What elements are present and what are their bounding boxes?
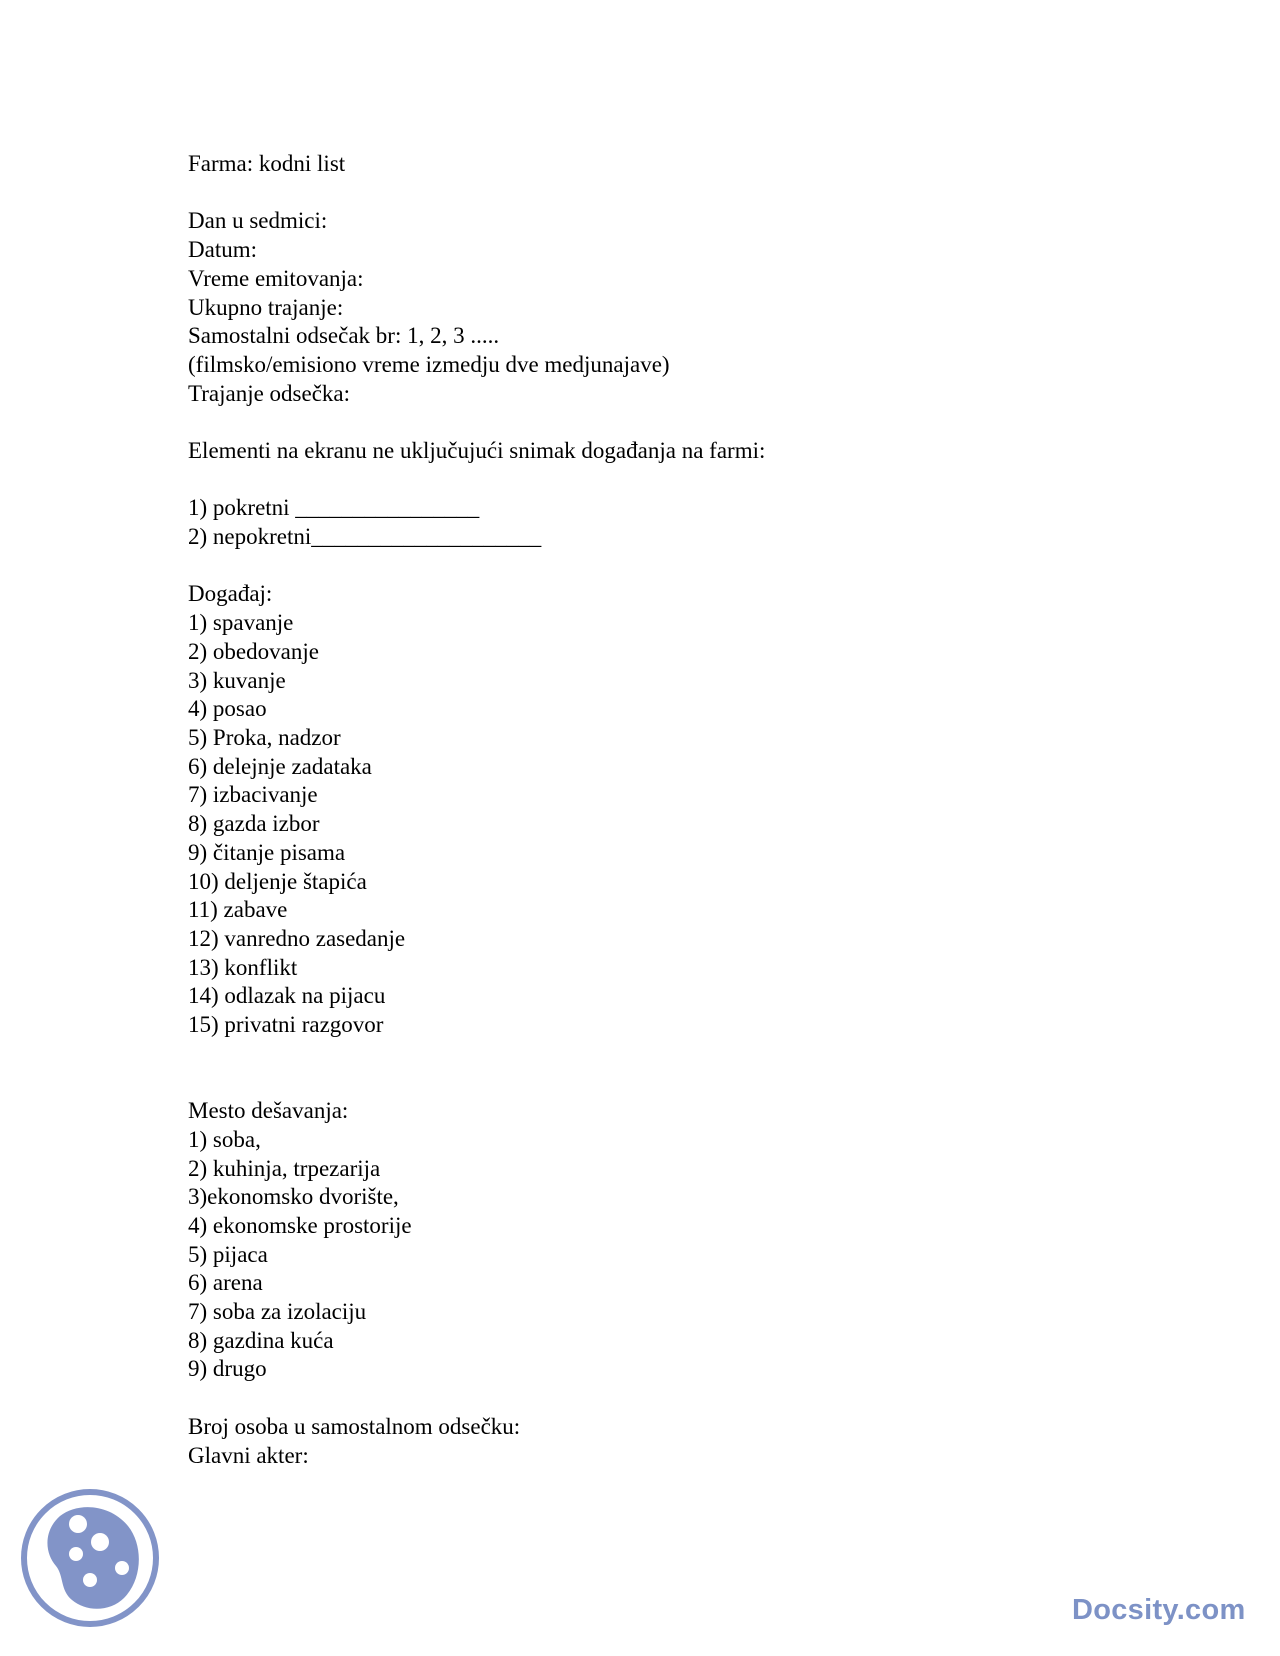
fields-block — [188, 207, 1188, 408]
field-person-count: Broj osoba u samostalnom odsečku: — [188, 1413, 521, 1439]
list-item: 1) pokretni ________________ — [188, 495, 480, 521]
list-item: 6) arena — [188, 1270, 263, 1296]
list-item: 8) gazdina kuća — [188, 1327, 334, 1353]
list-item: 4) posao — [188, 696, 267, 722]
field-day: Dan u sedmici: — [188, 208, 328, 234]
field-total-duration: Ukupno trajanje: — [188, 294, 344, 320]
event-heading: Događaj: — [188, 581, 273, 607]
elements-heading: Elementi na ekranu ne uključujući snimak događanja na farmi: — [188, 438, 766, 463]
list-item: 2) kuhinja, trpezarija — [188, 1155, 381, 1181]
docsity-logo-icon — [20, 1488, 160, 1628]
list-item: 3) kuvanje — [188, 667, 286, 693]
field-air-time: Vreme emitovanja: — [188, 265, 364, 291]
list-item: 14) odlazak na pijacu — [188, 983, 386, 1009]
field-segment-number: Samostalni odsečak br: 1, 2, 3 ..... — [188, 323, 500, 349]
list-item: 11) zabave — [188, 897, 288, 923]
list-item: 4) ekonomske prostorije — [188, 1212, 412, 1238]
list-item: 9) drugo — [188, 1356, 267, 1382]
list-item: 5) Proka, nadzor — [188, 725, 341, 750]
field-main-actor: Glavni akter: — [188, 1442, 309, 1468]
list-item: 2) obedovanje — [188, 638, 319, 664]
document-title: Farma: kodni list — [188, 151, 346, 176]
events-list — [188, 609, 1188, 1040]
list-item: 5) pijaca — [188, 1241, 268, 1267]
list-item: 7) izbacivanje — [188, 782, 318, 808]
list-item: 9) čitanje pisama — [188, 839, 346, 865]
field-segment-duration: Trajanje odsečka: — [188, 380, 351, 406]
locations-list — [188, 1126, 1188, 1384]
list-item: 6) delejnje zadataka — [188, 753, 372, 779]
list-item: 13) konflikt — [188, 954, 298, 980]
list-item: 7) soba za izolaciju — [188, 1299, 367, 1325]
list-item: 1) soba, — [188, 1126, 261, 1152]
location-heading: Mesto dešavanja: — [188, 1098, 349, 1124]
list-item: 12) vanredno zasedanje — [188, 925, 406, 951]
field-date: Datum: — [188, 237, 257, 263]
list-item: 3)ekonomsko dvorište, — [188, 1184, 399, 1210]
docsity-brand-text: Docsity.com — [1072, 1594, 1246, 1626]
list-item: 8) gazda izbor — [188, 811, 320, 837]
document-page — [188, 150, 1188, 1470]
field-segment-note: (filmsko/emisiono vreme izmedju dve medjunajave) — [188, 351, 670, 377]
list-item: 10) deljenje štapića — [188, 868, 367, 894]
list-item: 1) spavanje — [188, 610, 294, 636]
list-item: 15) privatni razgovor — [188, 1012, 384, 1038]
list-item: 2) nepokretni____________________ — [188, 524, 542, 550]
elements-list — [188, 494, 1188, 551]
